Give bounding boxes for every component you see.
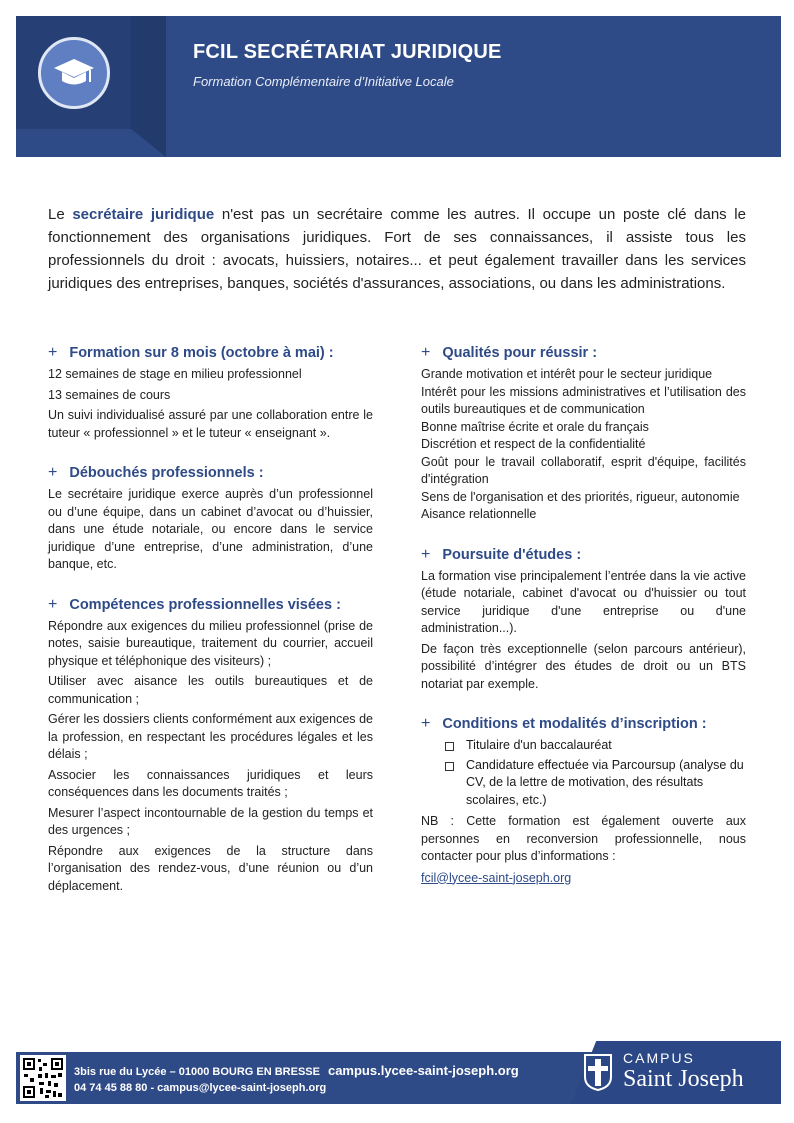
- left-column: [48, 344, 373, 917]
- competence-line: Gérer les dossiers clients conformément aux exigences de la profession, en respectant les procédures légales et les délais ;: [48, 712, 373, 761]
- conditions-list: [421, 737, 746, 809]
- section-title: Formation sur 8 mois (octobre à mai) :: [69, 345, 334, 361]
- competence-line: Répondre aux exigences de la structure dans l’organisation des rendez-vous, d’une réunion ou d’un déplacement.: [48, 843, 373, 893]
- list-item-text: Titulaire d'un baccalauréat: [466, 738, 612, 752]
- section-conditions: [421, 715, 746, 887]
- header-strip-accent: [131, 16, 166, 157]
- competence-line: Mesurer l’aspect incontournable de la gestion du temps et des urgences ;: [48, 805, 373, 837]
- plus-icon: +: [48, 595, 58, 613]
- qualite-line: Goût pour le travail collaboratif, esprit d'équipe, facilités d'intégration: [421, 454, 746, 486]
- section-title: Qualités pour réussir :: [442, 345, 598, 361]
- section-title: Conditions et modalités d’inscription :: [442, 716, 707, 732]
- qualite-line: Grande motivation et intérêt pour le secteur juridique: [421, 367, 713, 381]
- qualite-line: Aisance relationnelle: [421, 507, 537, 521]
- poursuite-line: La formation vise principalement l’entrée dans la vie active (étude notariale, cabinet d'avocat ou d'huissier ou tout service juridique d'une entreprise ou d'une administration...).: [421, 568, 746, 635]
- checkbox-square-icon: [445, 762, 454, 771]
- debouches-text: Le secrétaire juridique exerce auprès d’un professionnel ou d’une équipe, dans un cabinet d’avocat ou d’huissier, dans une étude notariale, ou encore dans le service juridique d’une entreprise, d’une administration, d’une banque, etc.: [48, 487, 373, 571]
- intro-paragraph: [48, 203, 746, 295]
- qualite-line: Discrétion et respect de la confidentialité: [421, 437, 646, 451]
- right-column: [421, 344, 746, 909]
- poursuite-line: De façon très exceptionnelle (selon parcours antérieur), possibilité d’intégrer des études de droit ou un BTS notariat par exemple.: [421, 641, 746, 691]
- qualite-line: Intérêt pour les missions administratives et l’utilisation des outils bureautiques et de communication: [421, 384, 746, 416]
- formation-line: 12 semaines de stage en milieu professionnel: [48, 367, 302, 381]
- list-item-text: Candidature effectuée via Parcoursup (analyse du CV, de la lettre de motivation, des résultats scolaires, etc.): [466, 757, 744, 807]
- checkbox-square-icon: [445, 742, 454, 751]
- section-formation: [48, 344, 373, 442]
- section-debouches: [48, 464, 373, 574]
- section-title: Compétences professionnelles visées :: [69, 596, 341, 613]
- section-poursuite: [421, 546, 746, 694]
- section-title: Poursuite d'études :: [442, 546, 582, 563]
- campus-logo: [567, 1048, 767, 1098]
- list-item: [445, 757, 746, 810]
- brand-campus-text: CAMPUS: [623, 1050, 695, 1066]
- section-competences: [48, 596, 373, 896]
- footer-contact: 04 74 45 88 80 - campus@lycee-saint-joseph.org: [74, 1082, 327, 1094]
- formation-line: Un suivi individualisé assuré par une collaboration entre le tuteur « professionnel » et le tuteur « enseignant ».: [48, 408, 373, 440]
- competence-line: Associer les connaissances juridiques et leurs conséquences dans les documents traités ;: [48, 767, 373, 799]
- section-qualites: [421, 344, 746, 524]
- intro-prefix: Le: [48, 206, 73, 223]
- plus-icon: +: [48, 464, 58, 481]
- list-item: [445, 737, 746, 755]
- footer-website[interactable]: campus.lycee-saint-joseph.org: [327, 1063, 519, 1078]
- formation-line: 13 semaines de cours: [48, 387, 171, 402]
- competence-line: Utiliser avec aisance les outils bureautiques et de communication ;: [48, 674, 373, 706]
- page-subtitle: Formation Complémentaire d’Initiative Locale: [193, 74, 454, 89]
- qualite-line: Sens de l'organisation et des priorités, rigueur, autonomie: [421, 489, 740, 504]
- nb-text: NB : Cette formation est également ouverte aux personnes en reconversion professionnelle, nous contacter pour plus d’informations :: [421, 814, 746, 863]
- plus-icon: +: [48, 344, 58, 361]
- qr-code-icon: [20, 1055, 66, 1101]
- section-title: Débouchés professionnels :: [69, 465, 264, 481]
- competence-line: Répondre aux exigences du milieu professionnel (prise de notes, saisie bureautique, traitement du courrier, accueil physique et téléphonique des visiteurs) ;: [48, 618, 373, 668]
- qualite-line: Bonne maîtrise écrite et orale du français: [421, 419, 649, 434]
- plus-icon: +: [421, 545, 431, 563]
- intro-text: n'est pas un secrétaire comme les autres. Il occupe un poste clé dans le fonctionnement des organisations juridiques. Fort de ses connaissances, il assiste tous les professionnels du droit : avocats, huissiers, notaires... et peut également travailler dans les services juridiques des entreprises, banques, sociétés d'assurances, associations, ou dans les administrations.: [48, 206, 746, 292]
- page-title: FCIL SECRÉTARIAT JURIDIQUE: [193, 41, 502, 63]
- plus-icon: +: [421, 344, 431, 361]
- brand-name-text: Saint Joseph: [623, 1066, 744, 1092]
- plus-icon: +: [421, 715, 431, 732]
- email-link[interactable]: fcil@lycee-saint-joseph.org: [421, 870, 572, 885]
- footer-address-line: [74, 1063, 519, 1078]
- cross-logo-icon: [583, 1053, 613, 1091]
- graduation-cap-icon: [38, 37, 110, 109]
- intro-highlight: secrétaire juridique: [72, 206, 215, 223]
- footer-address: 3bis rue du Lycée – 01000 BOURG EN BRESSE: [74, 1066, 320, 1078]
